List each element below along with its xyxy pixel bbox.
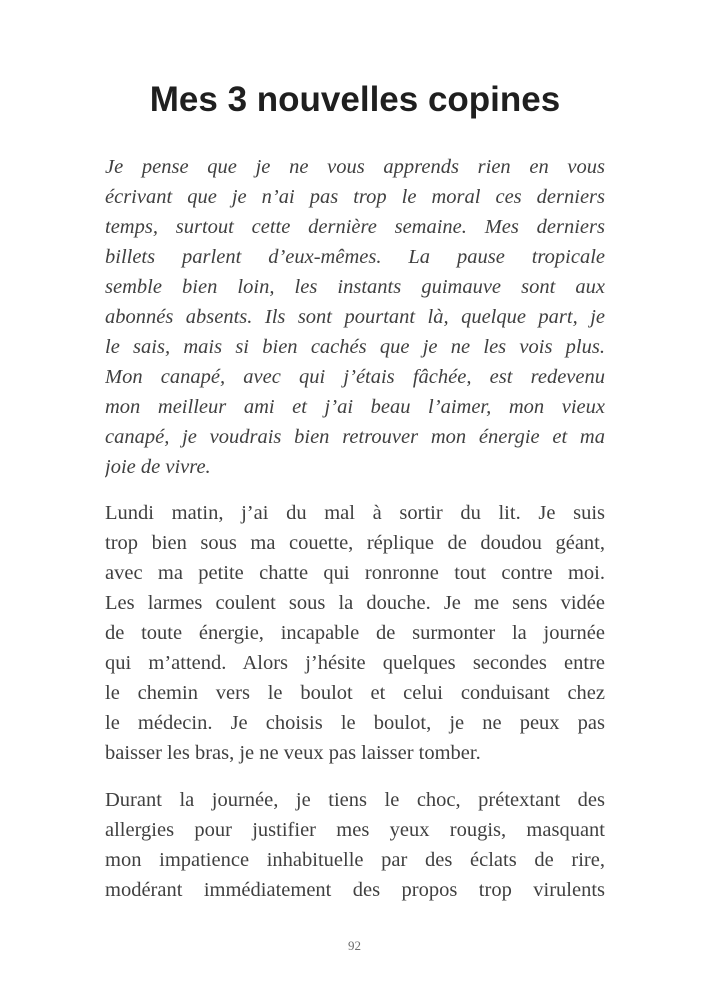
text-line: baisser les bras, je ne veux pas laisser tomber. [105,742,481,764]
text-line: billets parlent d’eux-mêmes. La pause tropicale [105,246,605,268]
paragraph-durant-la-journee [105,785,605,905]
text-line: écrivant que je n’ai pas trop le moral ces derniers [105,186,605,208]
text-line: mon impatience inhabituelle par des éclats de rire, [105,849,605,871]
page-title: Mes 3 nouvelles copines [149,80,561,119]
text-line: le sais, mais si bien cachés que je ne les vois plus. [105,336,605,358]
text-line: le médecin. Je choisis le boulot, je ne peux pas [105,712,605,734]
text-line: de toute énergie, incapable de surmonter la journée [105,622,605,644]
text-line: modérant immédiatement des propos trop virulents [105,879,605,901]
text-line: avec ma petite chatte qui ronronne tout contre moi. [105,562,605,584]
text-line: semble bien loin, les instants guimauve sont aux [105,276,605,298]
text-line: Je pense que je ne vous apprends rien en vous [105,156,605,178]
text-line: joie de vivre. [105,456,211,478]
text-line: le chemin vers le boulot et celui conduisant chez [105,682,605,704]
paragraph-lundi-matin [105,498,605,768]
paragraph-intro [105,152,605,482]
text-line: canapé, je voudrais bien retrouver mon énergie et ma [105,426,605,448]
text-line: allergies pour justifier mes yeux rougis, masquant [105,819,605,841]
text-line: Durant la journée, je tiens le choc, prétextant des [105,789,605,811]
page-content [105,0,605,905]
text-line: temps, surtout cette dernière semaine. Mes derniers [105,216,605,238]
text-line: Mon canapé, avec qui j’étais fâchée, est redevenu [105,366,605,388]
text-line: Lundi matin, j’ai du mal à sortir du lit. Je suis [105,502,605,524]
text-line: Les larmes coulent sous la douche. Je me sens vidée [105,592,605,614]
text-line: mon meilleur ami et j’ai beau l’aimer, mon vieux [105,396,605,418]
text-line: qui m’attend. Alors j’hésite quelques secondes entre [105,652,605,674]
page-number: 92 [348,938,361,953]
text-line: trop bien sous ma couette, réplique de doudou géant, [105,532,605,554]
text-line: abonnés absents. Ils sont pourtant là, quelque part, je [105,306,605,328]
